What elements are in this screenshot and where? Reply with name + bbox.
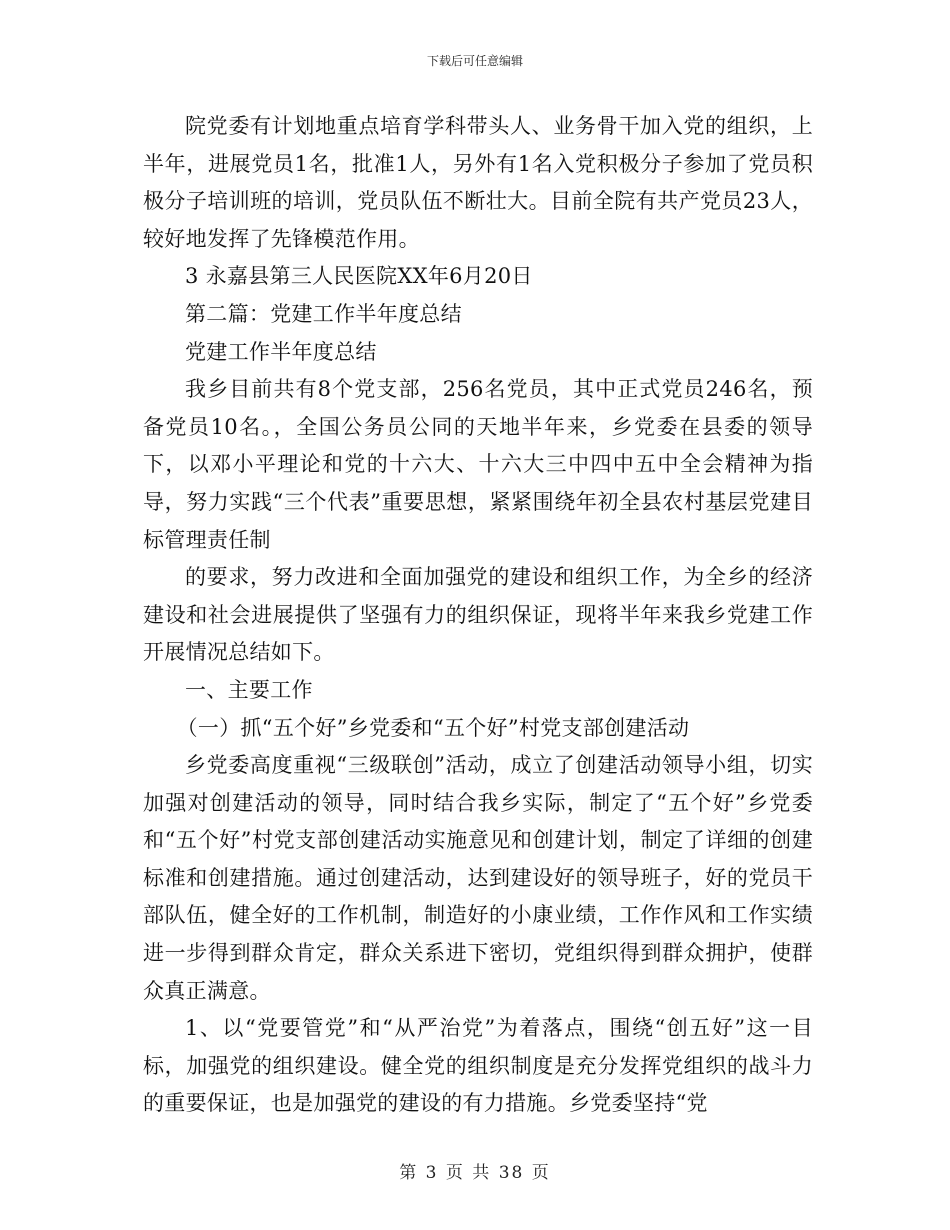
paragraph-2: 3 永嘉县第三人民医院XX年6月20日 bbox=[185, 264, 533, 289]
paragraph-6: 的要求，努力改进和全面加强党的建设和组织工作，为全乡的经济建设和社会进展提供了坚强有力的组织保证，现将半年来我乡党建工作开展情况总结如下。 bbox=[143, 565, 813, 665]
paragraph-3: 第二篇：党建工作半年度总结 bbox=[185, 301, 462, 326]
paragraph-7: 一、主要工作 bbox=[185, 677, 313, 702]
paragraph-1: 院党委有计划地重点培育学科带头人、业务骨干加入党的组织，上半年，进展党员1名，批准1人，另外有1名入党积极分子参加了党员积极分子培训班的培训，党员队伍不断壮大。目前全院有共产党员23人，较好地发挥了先锋模范作用。 bbox=[143, 114, 813, 251]
paragraph-8: （一）抓“五个好”乡党委和“五个好”村党支部创建活动 bbox=[176, 715, 690, 740]
page-footer-number: 第 3 页 共 38 页 bbox=[399, 1163, 551, 1183]
paragraph-9: 乡党委高度重视“三级联创”活动，成立了创建活动领导小组，切实加强对创建活动的领导，同时结合我乡实际，制定了“五个好”乡党委和“五个好”村党支部创建活动实施意见和创建计划，制定了详细的创建标准和创建措施。通过创建活动，达到建设好的领导班子，好的党员干部队伍，健全好的工作机制，制造好的小康业绩，工作作风和工作实绩进一步得到群众肯定，群众关系进下密切，党组织得到群众拥护，使群众真正满意。 bbox=[143, 753, 813, 1003]
paragraph-4: 党建工作半年度总结 bbox=[185, 339, 377, 364]
page-header-note: 下载后可任意编辑 bbox=[426, 54, 523, 68]
paragraph-10: 1、以“党要管党”和“从严治党”为着落点，围绕“创五好”这一目标，加强党的组织建设。健全党的组织制度是充分发挥党组织的战斗力的重要保证，也是加强党的建设的有力措施。乡党委坚持“党 bbox=[143, 1016, 813, 1116]
document-body bbox=[143, 108, 813, 1123]
paragraph-5: 我乡目前共有8个党支部，256名党员，其中正式党员246名，预备党员10名。，全国公务员公同的天地半年来，乡党委在县委的领导下，以邓小平理论和党的十六大、十六大三中四中五中全会精神为指导，努力实践“三个代表”重要思想，紧紧围绕年初全县农村基层党建目标管理责任制 bbox=[143, 377, 813, 552]
